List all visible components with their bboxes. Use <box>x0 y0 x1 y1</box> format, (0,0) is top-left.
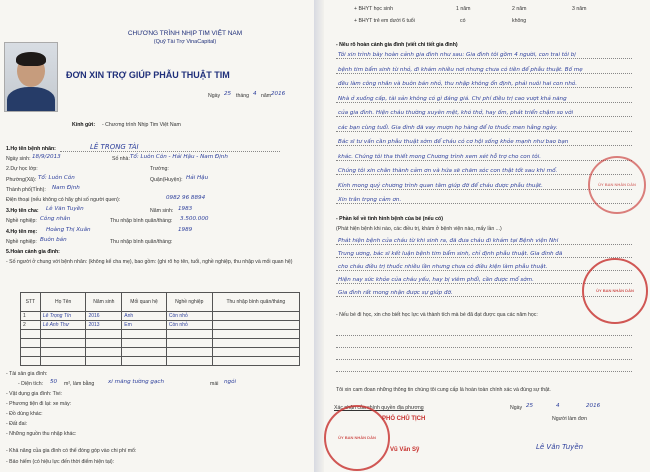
land-label: - Đất đai: <box>6 421 28 427</box>
handwritten-line: đều làm công nhân và buôn bán nhỏ, thu nhập không ổn định, phải nuôi hai con nhỏ. <box>338 81 578 87</box>
handwritten-line: Trung ương, bác sĩ kết luận bệnh tim bẩm sinh, chỉ định phẫu thuật. Gia đình đã <box>338 251 563 257</box>
section-1-label: 1.Họ tên bệnh nhân: <box>6 146 56 152</box>
form-title: ĐƠN XIN TRỢ GIÚP PHẪU THUẬT TIM <box>66 70 230 80</box>
handwritten-line: Tôi xin trình bày hoàn cảnh gia đình như sau: Gia đình tôi gồm 4 người, con trai tôi bị <box>338 52 576 58</box>
handwritten-line: Gia đình rất mong nhận được sự giúp đỡ. <box>338 290 453 296</box>
district-value: Hải Hậu <box>186 175 209 181</box>
roof-label: mái <box>210 381 219 387</box>
table-header: Nghề nghiệp <box>166 293 212 312</box>
patient-name: LÊ TRỌNG TÀI <box>90 143 139 151</box>
handwritten-line: Phát hiện bệnh của cháu từ khi sinh ra, đã đưa cháu đi khám tại Bệnh viện Nhi <box>338 238 559 244</box>
section-8-label: - Nếu bé đi học, xin cho biết học lực và thành tích mà bé đã đạt được qua các năm học: <box>336 312 538 318</box>
organization-name: CHƯƠNG TRÌNH NHỊP TIM VIỆT NAM <box>127 30 243 37</box>
father-job-label: Nghề nghiệp: <box>6 218 37 224</box>
class-label: 2.Dự học lớp: <box>6 166 38 172</box>
phone-label: Điện thoại (nếu không có hãy ghi số người quen): <box>6 197 121 203</box>
insurance-has: có <box>460 18 466 24</box>
insurance-year-2: 2 năm <box>512 6 527 12</box>
family-statement-page <box>324 0 650 472</box>
father-income-label: Thu nhập bình quân/tháng: <box>110 218 173 224</box>
handwritten-line: của gia đình. Hiện cháu thường xuyên mệt, khó thở, hay ốm, phát triển chậm so với <box>338 110 574 116</box>
school-label: Trường: <box>150 166 169 172</box>
handwritten-line: Xin trân trọng cảm ơn. <box>338 197 402 203</box>
family-note: - Số người ở chung với bệnh nhân: (không kể cha mẹ), bao gồm: (ghi rõ họ tên, tuổi, nghề nghiệp, thu nhập và mối quan hệ) <box>6 259 293 265</box>
patient-photo <box>4 42 58 112</box>
family-table <box>20 292 300 366</box>
father-year: 1983 <box>178 206 193 212</box>
birth-value: 18/9/2013 <box>32 154 61 160</box>
house-material: xi măng tường gạch <box>108 379 165 385</box>
handwritten-line: Hiện nay sức khỏe của cháu yếu, hay bị viêm phổi, cần được mổ sớm. <box>338 277 534 283</box>
send-to-label: Kính gửi: <box>72 122 96 128</box>
phone-value: 0982 96 8894 <box>166 195 206 201</box>
other-income-label: - Những nguồn thu nhập khác: <box>6 431 77 437</box>
handwritten-line: cho cháu điều trị thuốc nhiều lần nhưng chưa có điều kiện làm phẫu thuật. <box>338 264 548 270</box>
seal-text: ỦY BAN NHÂN DÂN <box>596 288 634 293</box>
organization-sub: (Quỹ Tài Trợ VinaCapital) <box>153 39 217 45</box>
table-header: Thu nhập bình quân/tháng <box>212 293 299 312</box>
house-area-label: - Diện tích: <box>18 381 44 387</box>
handwritten-line: Bác sĩ tư vấn cần phẫu thuật sớm để cháu có cơ hội sống khỏe mạnh như bao bạn <box>338 139 569 145</box>
ward-label: Phường(Xã): <box>6 177 37 183</box>
ward-value: Tổ: Luôn Côn <box>38 175 75 181</box>
date-month: 4 <box>253 91 257 97</box>
date-year-label: năm <box>261 93 272 99</box>
other-label: - Đồ dùng khác: <box>6 411 43 417</box>
date-day: 25 <box>224 91 232 97</box>
mother-label: 4.Họ tên mẹ: <box>6 229 38 235</box>
official-seal-left <box>324 405 390 471</box>
date-month-label: tháng <box>236 93 249 99</box>
section-7-label: - Phần kể về tình hình bệnh của bé (nếu có) <box>336 216 443 222</box>
mother-year: 1989 <box>178 227 193 233</box>
sign-date-prefix: Ngày <box>510 405 523 411</box>
date-year: 2016 <box>271 91 286 97</box>
table-row: 1 Lê Trọng Tín 2016 Anh Còn nhỏ <box>21 312 300 321</box>
oath-text: Tôi xin cam đoan những thông tin chúng tôi cung cấp là hoàn toàn chính xác và đúng sự thật. <box>336 387 551 393</box>
father-income: 3.500.000 <box>180 216 209 222</box>
handwritten-line: các bạn cùng tuổi. Gia đình đã vay mượn họ hàng để lo thuốc men hằng ngày. <box>338 124 558 131</box>
table-header: Năm sinh <box>86 293 122 312</box>
section-5-label: 5.Hoàn cảnh gia đình: <box>6 249 60 255</box>
table-header: Họ Tên <box>40 293 86 312</box>
tv-label: - Vật dụng gia đình: Tivi: <box>6 391 62 397</box>
handwritten-line: Nhà ở xuống cấp, tài sản không có gì đáng giá. Chi phí điều trị cao vượt khả năng <box>338 95 567 102</box>
section-7-sub: (Phát hiện bệnh khi nào, các điều trị, khám ở bệnh viện nào, mấy lần ...) <box>336 226 502 232</box>
contribution-label: - Khả năng của gia đình có thể đóng góp vào chi phí mổ: <box>6 448 137 454</box>
send-to-value: - Chương trình Nhịp Tim Việt Nam <box>102 122 181 128</box>
assets-label: - Tài sản gia đình: <box>6 371 48 377</box>
mother-job-label: Nghề nghiệp: <box>6 239 37 245</box>
bike-label: - Phương tiện đi lại: xe máy: <box>6 401 72 407</box>
handwritten-line: bệnh tim bẩm sinh từ nhỏ, đi khám nhiều nơi nhưng chưa có tiền để phẫu thuật. Bố mẹ <box>338 66 583 73</box>
insurance-label: - Bảo hiểm (có hiệu lực đến thời điểm hiện tại): <box>6 459 115 465</box>
city-value: Nam Định <box>52 185 80 191</box>
sign-date-month: 4 <box>556 403 560 409</box>
mother-job: Buôn bán <box>40 237 67 243</box>
mother-income-label: Thu nhập bình quân/tháng: <box>110 239 173 245</box>
district-label: Quận(Huyện): <box>150 177 183 183</box>
father-year-label: Năm sinh: <box>150 208 174 214</box>
handwritten-line: khác. Chúng tôi tha thiết mong Chương trình xem xét hỗ trợ cho con tôi. <box>338 153 541 160</box>
official-seal-right <box>582 258 648 324</box>
date-prefix: Ngày <box>208 93 221 99</box>
seal-text: ỦY BAN NHÂN DÂN <box>598 182 636 187</box>
city-label: Thành phố(Tỉnh): <box>6 187 46 193</box>
roof-value: ngói <box>224 379 237 385</box>
house-area: 50 <box>50 379 58 385</box>
sign-date-day: 25 <box>526 403 534 409</box>
stamp-title: PHÓ CHỦ TỊCH <box>382 416 426 422</box>
insurance-has-not: không <box>512 18 527 24</box>
sign-date-year: 2016 <box>586 403 601 409</box>
insurance-year-3: 3 năm <box>572 6 587 12</box>
confirm-label: Xác nhận của chính quyền địa phương <box>334 405 424 411</box>
father-label: 3.Họ tên cha: <box>6 208 39 214</box>
father-name: Lê Văn Tuyền <box>46 206 84 212</box>
birth-label: Ngày sinh: <box>6 156 31 162</box>
applicant-label: Người làm đơn <box>552 416 588 422</box>
insurance-child: + BHYT trẻ em dưới 6 tuổi <box>354 18 415 24</box>
address-label: Số nhà: <box>112 156 130 162</box>
insurance-year-1: 1 năm <box>456 6 471 12</box>
address-value: Tổ: Luôn Côn - Hải Hậu - Nam Định <box>130 154 228 160</box>
page-gutter <box>314 0 324 472</box>
table-header: Mối quan hệ <box>122 293 167 312</box>
section-6-label: - Nêu rõ hoàn cảnh gia đình (viết chi tiết gia đình) <box>336 42 458 48</box>
insurance-student: + BHYT học sinh <box>354 6 393 12</box>
father-job: Công nhân <box>40 216 71 222</box>
applicant-signature: Lê Văn Tuyền <box>536 443 584 451</box>
stamp-signer: Vũ Văn Sỹ <box>390 447 420 453</box>
application-form-page <box>0 0 324 472</box>
official-seal-right-upper <box>588 156 646 214</box>
house-unit: m², làm bằng <box>64 381 95 387</box>
handwritten-line: Chúng tôi xin chân thành cảm ơn và hứa sẽ chăm sóc con thật tốt sau khi mổ. <box>338 168 558 174</box>
handwritten-line: Kính mong quý chương trình quan tâm giúp đỡ để cháu được phẫu thuật. <box>338 182 543 189</box>
mother-name: Hoàng Thị Xuân <box>46 227 91 233</box>
table-header: STT <box>21 293 41 312</box>
table-row: 2 Lê Anh Thư 2013 Em Còn nhỏ <box>21 321 300 330</box>
seal-text: ỦY BAN NHÂN DÂN <box>338 435 376 440</box>
